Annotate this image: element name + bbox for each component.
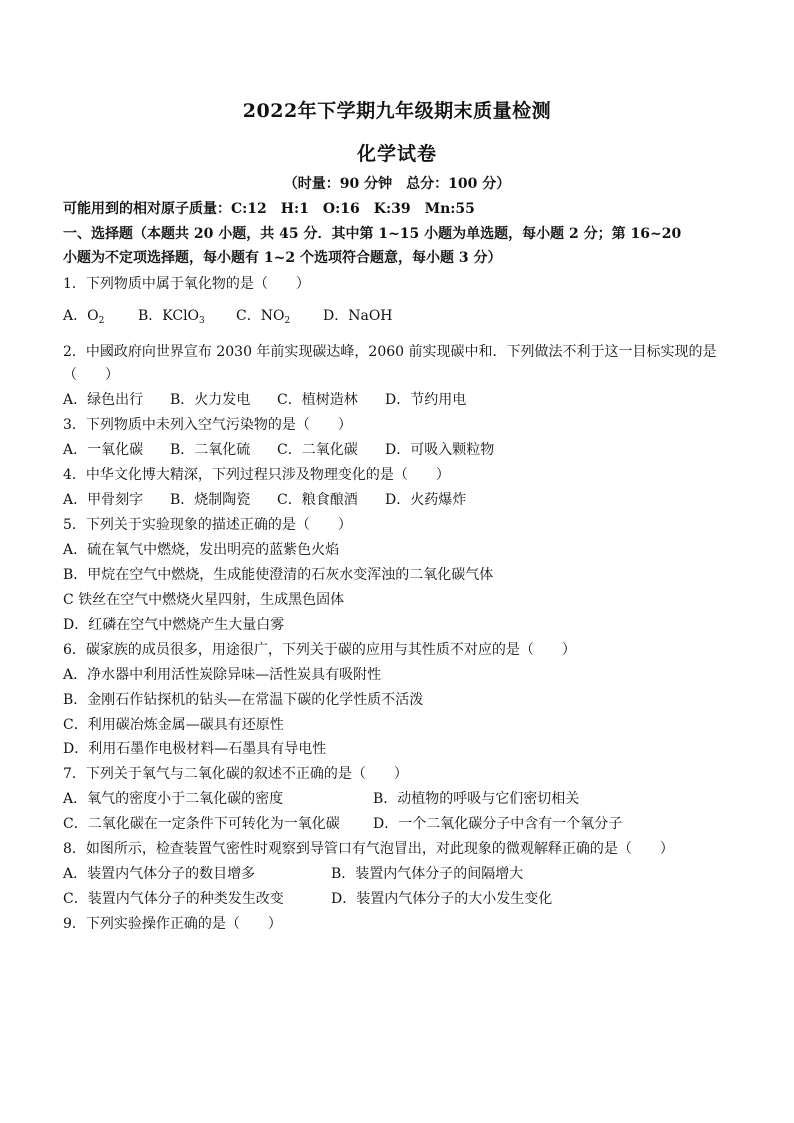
q7-option-b: B．动植物的呼吸与它们密切相关 (373, 791, 580, 807)
atomic-masses: 可能用到的相对原子质量：C:12 H:1 O:16 K:39 Mn:55 (63, 201, 475, 217)
q7-stem: 7．下列关于氧气与二氧化碳的叙述不正确的是（ ） (63, 766, 408, 782)
q8-option-a: A．装置内气体分子的数目增多 (63, 866, 256, 882)
q5-option-b: B．甲烷在空气中燃烧，生成能使澄清的石灰水变浑浊的二氧化碳气体 (63, 567, 494, 583)
q2-option-b: B．火力发电 (170, 392, 251, 408)
q3-stem: 3．下列物质中未列入空气污染物的是（ ） (63, 417, 352, 433)
q8-option-b: B．装置内气体分子的间隔增大 (331, 866, 524, 882)
q1-stem: 1．下列物质中属于氧化物的是（ ） (63, 276, 310, 292)
time-info: （时量：90 分钟 总分：100 分） (283, 176, 511, 192)
q6-option-c: C．利用碳冶炼金属—碳具有还原性 (63, 717, 284, 733)
exam-title: 2022年下学期九年级期末质量检测 (242, 100, 552, 122)
q3-option-d: D．可吸入颗粒物 (385, 442, 495, 458)
q1-option-b: B．KClO$_3$ (138, 308, 205, 326)
q2-stem-line2: （ ） (63, 367, 119, 383)
q2-stem-line1: 2．中國政府向世界宣布 2030 年前实现碳达峰，2060 前实现碳中和．下列做法不利于这一目标实现的是 (63, 344, 717, 360)
q8-stem: 8．如图所示，检查装置气密性时观察到导管口有气泡冒出，对此现象的微观解释正确的是（ ） (63, 841, 674, 857)
q5-option-a: A．硫在氧气中燃烧，发出明亮的蓝紫色火焰 (63, 542, 340, 558)
q7-option-a: A．氧气的密度小于二氧化碳的密度 (63, 791, 284, 807)
q7-option-c: C．二氧化碳在一定条件下可转化为一氧化碳 (63, 816, 340, 832)
q6-stem: 6．碳家族的成员很多，用途很广，下列关于碳的应用与其性质不对应的是（ ） (63, 642, 576, 658)
q1-option-c: C．$NO_2$ (236, 308, 291, 326)
q5-stem: 5．下列关于实验现象的描述正确的是（ ） (63, 517, 352, 533)
q2-option-c: C．植树造林 (277, 392, 358, 408)
q6-option-d: D．利用石墨作电极材料—石墨具有导电性 (63, 741, 327, 757)
q3-option-a: A．一氧化碳 (63, 442, 144, 458)
q1-option-a: A．$O_2$ (63, 308, 105, 326)
q6-option-b: B．金刚石作钻探机的钻头—在常温下碳的化学性质不活泼 (63, 692, 424, 708)
q9-stem: 9．下列实验操作正确的是（ ） (63, 916, 282, 932)
q4-option-c: C．粮食酿酒 (277, 492, 358, 508)
q3-option-c: C．二氧化碳 (277, 442, 358, 458)
q5-option-d: D．红磷在空气中燃烧产生大量白雾 (63, 617, 285, 633)
section-heading-line1: 一、选择题（本题共 20 小题，共 45 分．其中第 1~15 小题为单选题，每小题 2 分；第 16~20 (63, 226, 682, 242)
exam-subtitle: 化学试卷 (356, 143, 437, 165)
q4-option-a: A．甲骨刻字 (63, 492, 144, 508)
q1-option-d: D．NaOH (323, 308, 393, 324)
q4-stem: 4．中华文化博大精深，下列过程只涉及物理变化的是（ ） (63, 467, 450, 483)
q8-option-d: D．装置内气体分子的大小发生变化 (331, 891, 553, 907)
q4-option-d: D．火药爆炸 (385, 492, 467, 508)
q4-option-b: B．烧制陶瓷 (170, 492, 251, 508)
q2-option-d: D．节约用电 (385, 392, 467, 408)
q6-option-a: A．净水器中利用活性炭除异味—活性炭具有吸附性 (63, 667, 382, 683)
section-heading-line2: 小题为不定项选择题，每小题有 1~2 个选项符合题意，每小题 3 分） (63, 250, 502, 266)
q5-option-c: C 铁丝在空气中燃烧火星四射，生成黑色固体 (63, 592, 345, 608)
q3-option-b: B．二氧化硫 (170, 442, 251, 458)
q8-option-c: C．装置内气体分子的种类发生改变 (63, 891, 284, 907)
q2-option-a: A．绿色出行 (63, 392, 144, 408)
q7-option-d: D．一个二氧化碳分子中含有一个氧分子 (373, 816, 623, 832)
